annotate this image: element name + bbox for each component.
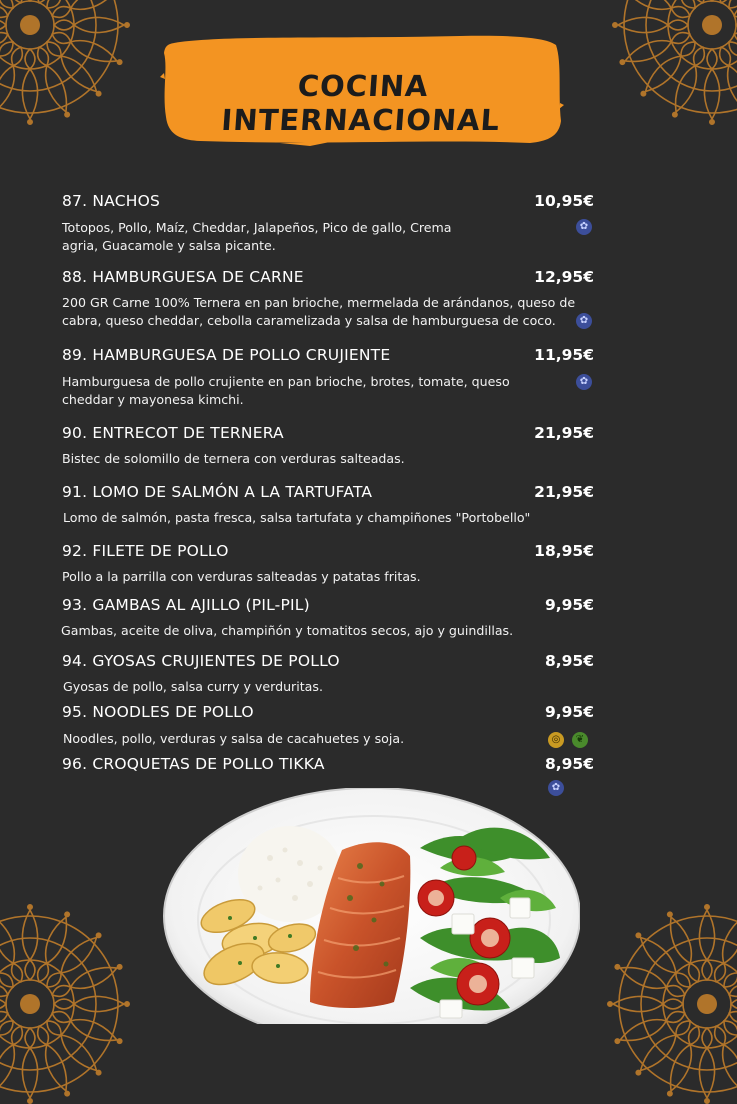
item-name: 96. CROQUETAS DE POLLO TIKKA xyxy=(62,755,325,773)
item-description: Hamburguesa de pollo crujiente en pan brioche, brotes, tomate, queso cheddar y mayonesa kimchi. xyxy=(62,374,510,407)
item-description: Totopos, Pollo, Maíz, Cheddar, Jalapeños, Pico de gallo, Crema agria, Guacamole y salsa picante. xyxy=(62,220,452,253)
item-price: 12,95€ xyxy=(534,268,594,286)
item-name: 87. NACHOS xyxy=(62,192,161,210)
title-banner xyxy=(160,33,564,146)
mandala-ornament-bottom-left xyxy=(0,904,130,1104)
item-description: Pollo a la parrilla con verduras salteadas y patatas fritas. xyxy=(62,569,421,584)
item-description: Bistec de solomillo de ternera con verduras salteadas. xyxy=(62,451,405,466)
peanut-allergen-icon: ◎ xyxy=(548,732,564,748)
item-description: Noodles, pollo, verduras y salsa de cacahuetes y soja. xyxy=(63,731,405,746)
item-price: 21,95€ xyxy=(534,424,594,442)
allergen-icon: ✿ xyxy=(576,313,592,329)
item-price: 11,95€ xyxy=(534,346,594,364)
item-description: Lomo de salmón, pasta fresca, salsa tartufata y champiñones "Portobello" xyxy=(63,510,531,525)
item-name: 88. HAMBURGUESA DE CARNE xyxy=(62,268,304,286)
salmon-dish-photo xyxy=(160,788,580,1028)
item-price: 18,95€ xyxy=(534,542,594,560)
item-name: 94. GYOSAS CRUJIENTES DE POLLO xyxy=(62,652,340,670)
item-price: 9,95€ xyxy=(544,596,594,614)
mandala-ornament-top-left xyxy=(0,0,130,125)
item-description: 200 GR Carne 100% Ternera en pan brioche, mermelada de arándanos, queso de cabra, queso cheddar, cebolla caramelizada y salsa de hamburguesa de coco. xyxy=(62,295,576,328)
mandala-ornament-bottom-right xyxy=(607,904,737,1104)
item-name: 90. ENTRECOT DE TERNERA xyxy=(62,424,284,442)
mandala-ornament-top-right xyxy=(612,0,737,125)
item-price: 9,95€ xyxy=(544,703,594,721)
allergen-icon: ✿ xyxy=(576,374,592,390)
item-name: 92. FILETE DE POLLO xyxy=(62,542,229,560)
soy-allergen-icon: ❦ xyxy=(572,732,588,748)
allergen-icon: ✿ xyxy=(576,219,592,235)
item-name: 93. GAMBAS AL AJILLO (PIL-PIL) xyxy=(62,596,310,614)
item-name: 91. LOMO DE SALMÓN A LA TARTUFATA xyxy=(62,483,373,501)
item-price: 8,95€ xyxy=(544,652,594,670)
allergen-icon: ✿ xyxy=(548,780,564,796)
item-price: 10,95€ xyxy=(534,192,594,210)
item-price: 21,95€ xyxy=(534,483,594,501)
item-description: Gambas, aceite de oliva, champiñón y tomatitos secos, ajo y guindillas. xyxy=(61,623,514,638)
page-title: COCINA INTERNACIONAL xyxy=(220,69,502,137)
item-description: Gyosas de pollo, salsa curry y verduritas. xyxy=(63,679,323,694)
item-name: 89. HAMBURGUESA DE POLLO CRUJIENTE xyxy=(62,346,391,364)
item-price: 8,95€ xyxy=(544,755,594,773)
item-name: 95. NOODLES DE POLLO xyxy=(62,703,254,721)
